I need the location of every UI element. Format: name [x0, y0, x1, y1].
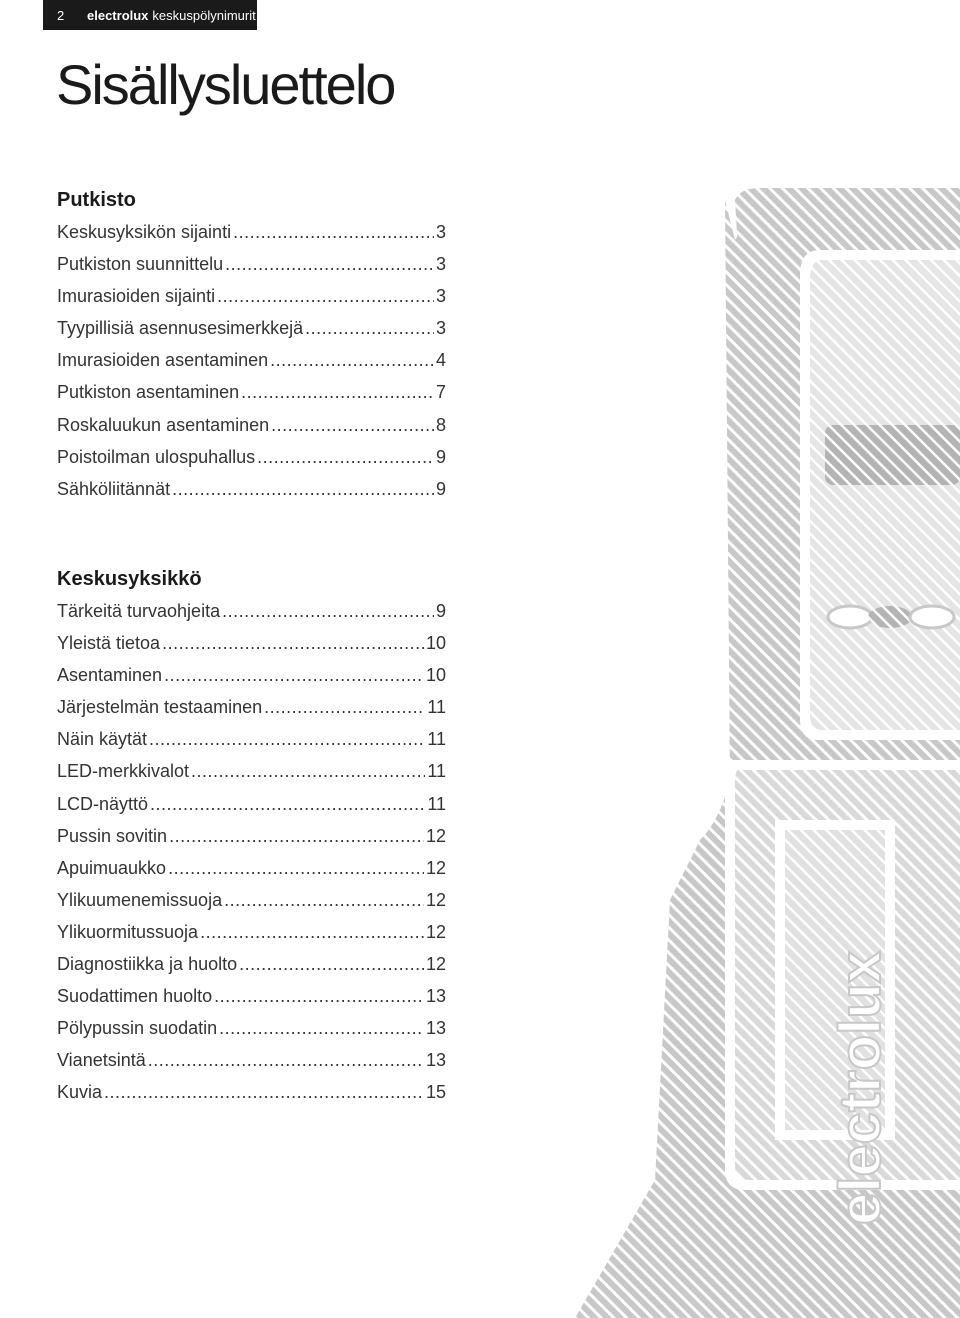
toc-entry: [57, 858, 446, 890]
toc-entry-page: 12: [425, 825, 446, 846]
toc-entry: [57, 954, 446, 986]
toc-entry: [57, 1050, 446, 1082]
vacuum-unit-illustration: [560, 180, 960, 1318]
toc-entry-label: Diagnostiikka ja huolto: [57, 954, 238, 975]
header-subtitle: keskuspölynimurit: [152, 7, 256, 23]
toc-entry: [57, 479, 446, 511]
toc-entry: [57, 665, 446, 697]
toc-leader-dots: [104, 1082, 424, 1103]
toc-leader-dots: [217, 286, 434, 307]
toc-leader-dots: [200, 922, 424, 943]
toc-entry: [57, 601, 446, 633]
toc-entry-page: 7: [435, 382, 446, 403]
toc-entry: [57, 415, 446, 447]
toc-leader-dots: [264, 697, 425, 718]
toc-entry-label: Ylikuormitussuoja: [57, 921, 199, 942]
toc-leader-dots: [270, 350, 434, 371]
toc-leader-dots: [241, 382, 434, 403]
page-header: [43, 0, 257, 30]
toc-leader-dots: [148, 1050, 424, 1071]
toc-entry-label: Järjestelmän testaaminen: [57, 697, 263, 718]
toc-entry-label: Sähköliitännät: [57, 478, 171, 499]
toc-leader-dots: [172, 479, 434, 500]
toc-entry: [57, 318, 446, 350]
toc-entry: [57, 1082, 446, 1114]
toc-entry-label: Imurasioiden sijainti: [57, 286, 216, 307]
toc-leader-dots: [168, 858, 424, 879]
toc-leader-dots: [169, 826, 424, 847]
toc-entry-label: LED-merkkivalot: [57, 761, 190, 782]
toc-entry-label: Ylikuumenemissuoja: [57, 889, 223, 910]
toc-entry-page: 13: [425, 1018, 446, 1039]
toc-entry: [57, 350, 446, 382]
toc-entry-label: Poistoilman ulospuhallus: [57, 446, 256, 467]
section-title-putkisto: Putkisto: [57, 189, 136, 211]
toc-entry: [57, 986, 446, 1018]
toc-entry-page: 11: [427, 729, 446, 750]
toc-entry-page: 12: [425, 921, 446, 942]
toc-entry: [57, 922, 446, 954]
toc-leader-dots: [150, 794, 425, 815]
toc-entry: [57, 447, 446, 479]
toc-entry-page: 3: [435, 286, 446, 307]
toc-entry-label: LCD-näyttö: [57, 793, 149, 814]
toc-entry: [57, 729, 446, 761]
toc-entry-page: 8: [435, 414, 446, 435]
toc-entry: [57, 254, 446, 286]
toc-entry-page: 9: [435, 478, 446, 499]
toc-entry: [57, 794, 446, 826]
toc-entry-label: Vianetsintä: [57, 1050, 146, 1071]
toc-entry-page: 4: [435, 350, 446, 371]
toc-leader-dots: [233, 222, 434, 243]
toc-entry: [57, 890, 446, 922]
toc-entry-page: 11: [427, 697, 446, 718]
toc-list-keskusyksikko: [57, 601, 446, 1115]
toc-entry-page: 10: [425, 633, 446, 654]
toc-entry-label: Putkiston asentaminen: [57, 382, 240, 403]
toc-entry-page: 11: [427, 793, 446, 814]
toc-entry-label: Apuimuaukko: [57, 857, 167, 878]
toc-entry: [57, 697, 446, 729]
toc-entry: [57, 761, 446, 793]
toc-entry-page: 13: [425, 1050, 446, 1071]
toc-leader-dots: [271, 415, 434, 436]
toc-entry: [57, 633, 446, 665]
toc-entry: [57, 826, 446, 858]
toc-entry-page: 12: [425, 889, 446, 910]
toc-entry: [57, 222, 446, 254]
toc-leader-dots: [257, 447, 434, 468]
toc-entry-label: Kuvia: [57, 1082, 103, 1103]
toc-entry-page: 15: [425, 1082, 446, 1103]
toc-leader-dots: [222, 601, 434, 622]
brand-name: electrolux: [87, 7, 149, 23]
toc-entry-label: Yleistä tietoa: [57, 633, 161, 654]
toc-leader-dots: [162, 633, 424, 654]
toc-leader-dots: [225, 254, 434, 275]
toc-entry-label: Roskaluukun asentaminen: [57, 414, 270, 435]
toc-leader-dots: [239, 954, 424, 975]
toc-leader-dots: [219, 1018, 424, 1039]
toc-entry-label: Keskusyksikön sijainti: [57, 222, 232, 242]
toc-entry: [57, 382, 446, 414]
toc-entry-label: Pölypussin suodatin: [57, 1018, 218, 1039]
toc-entry-page: 12: [425, 954, 446, 975]
page-title: Sisällysluettelo: [56, 53, 395, 116]
toc-leader-dots: [149, 729, 425, 750]
toc-entry-page: 9: [435, 601, 446, 621]
toc-entry-label: Imurasioiden asentaminen: [57, 350, 269, 371]
toc-entry-page: 9: [435, 446, 446, 467]
toc-entry-page: 12: [425, 857, 446, 878]
toc-entry-label: Suodattimen huolto: [57, 986, 213, 1007]
toc-entry-label: Tyypillisiä asennusesimerkkejä: [57, 318, 304, 339]
toc-entry-page: 3: [435, 254, 446, 275]
toc-entry-page: 3: [435, 318, 446, 339]
toc-entry-page: 10: [425, 665, 446, 686]
toc-leader-dots: [224, 890, 424, 911]
illustration-watermark: electrolux: [828, 951, 893, 1225]
toc-leader-dots: [164, 665, 424, 686]
toc-leader-dots: [305, 318, 434, 339]
toc-entry-label: Putkiston suunnittelu: [57, 254, 224, 275]
toc-entry-label: Tärkeitä turvaohjeita: [57, 601, 221, 621]
toc-entry-label: Asentaminen: [57, 665, 163, 686]
page-number: 2: [57, 7, 65, 23]
toc-entry-page: 3: [435, 222, 446, 242]
toc-entry-page: 11: [427, 761, 446, 782]
toc-list-putkisto: [57, 222, 446, 511]
section-title-keskusyksikko: Keskusyksikkö: [57, 568, 202, 590]
toc-entry-page: 13: [425, 986, 446, 1007]
toc-leader-dots: [214, 986, 424, 1007]
toc-leader-dots: [191, 761, 425, 782]
toc-entry: [57, 1018, 446, 1050]
toc-entry-label: Näin käytät: [57, 729, 148, 750]
toc-entry: [57, 286, 446, 318]
toc-entry-label: Pussin sovitin: [57, 825, 168, 846]
